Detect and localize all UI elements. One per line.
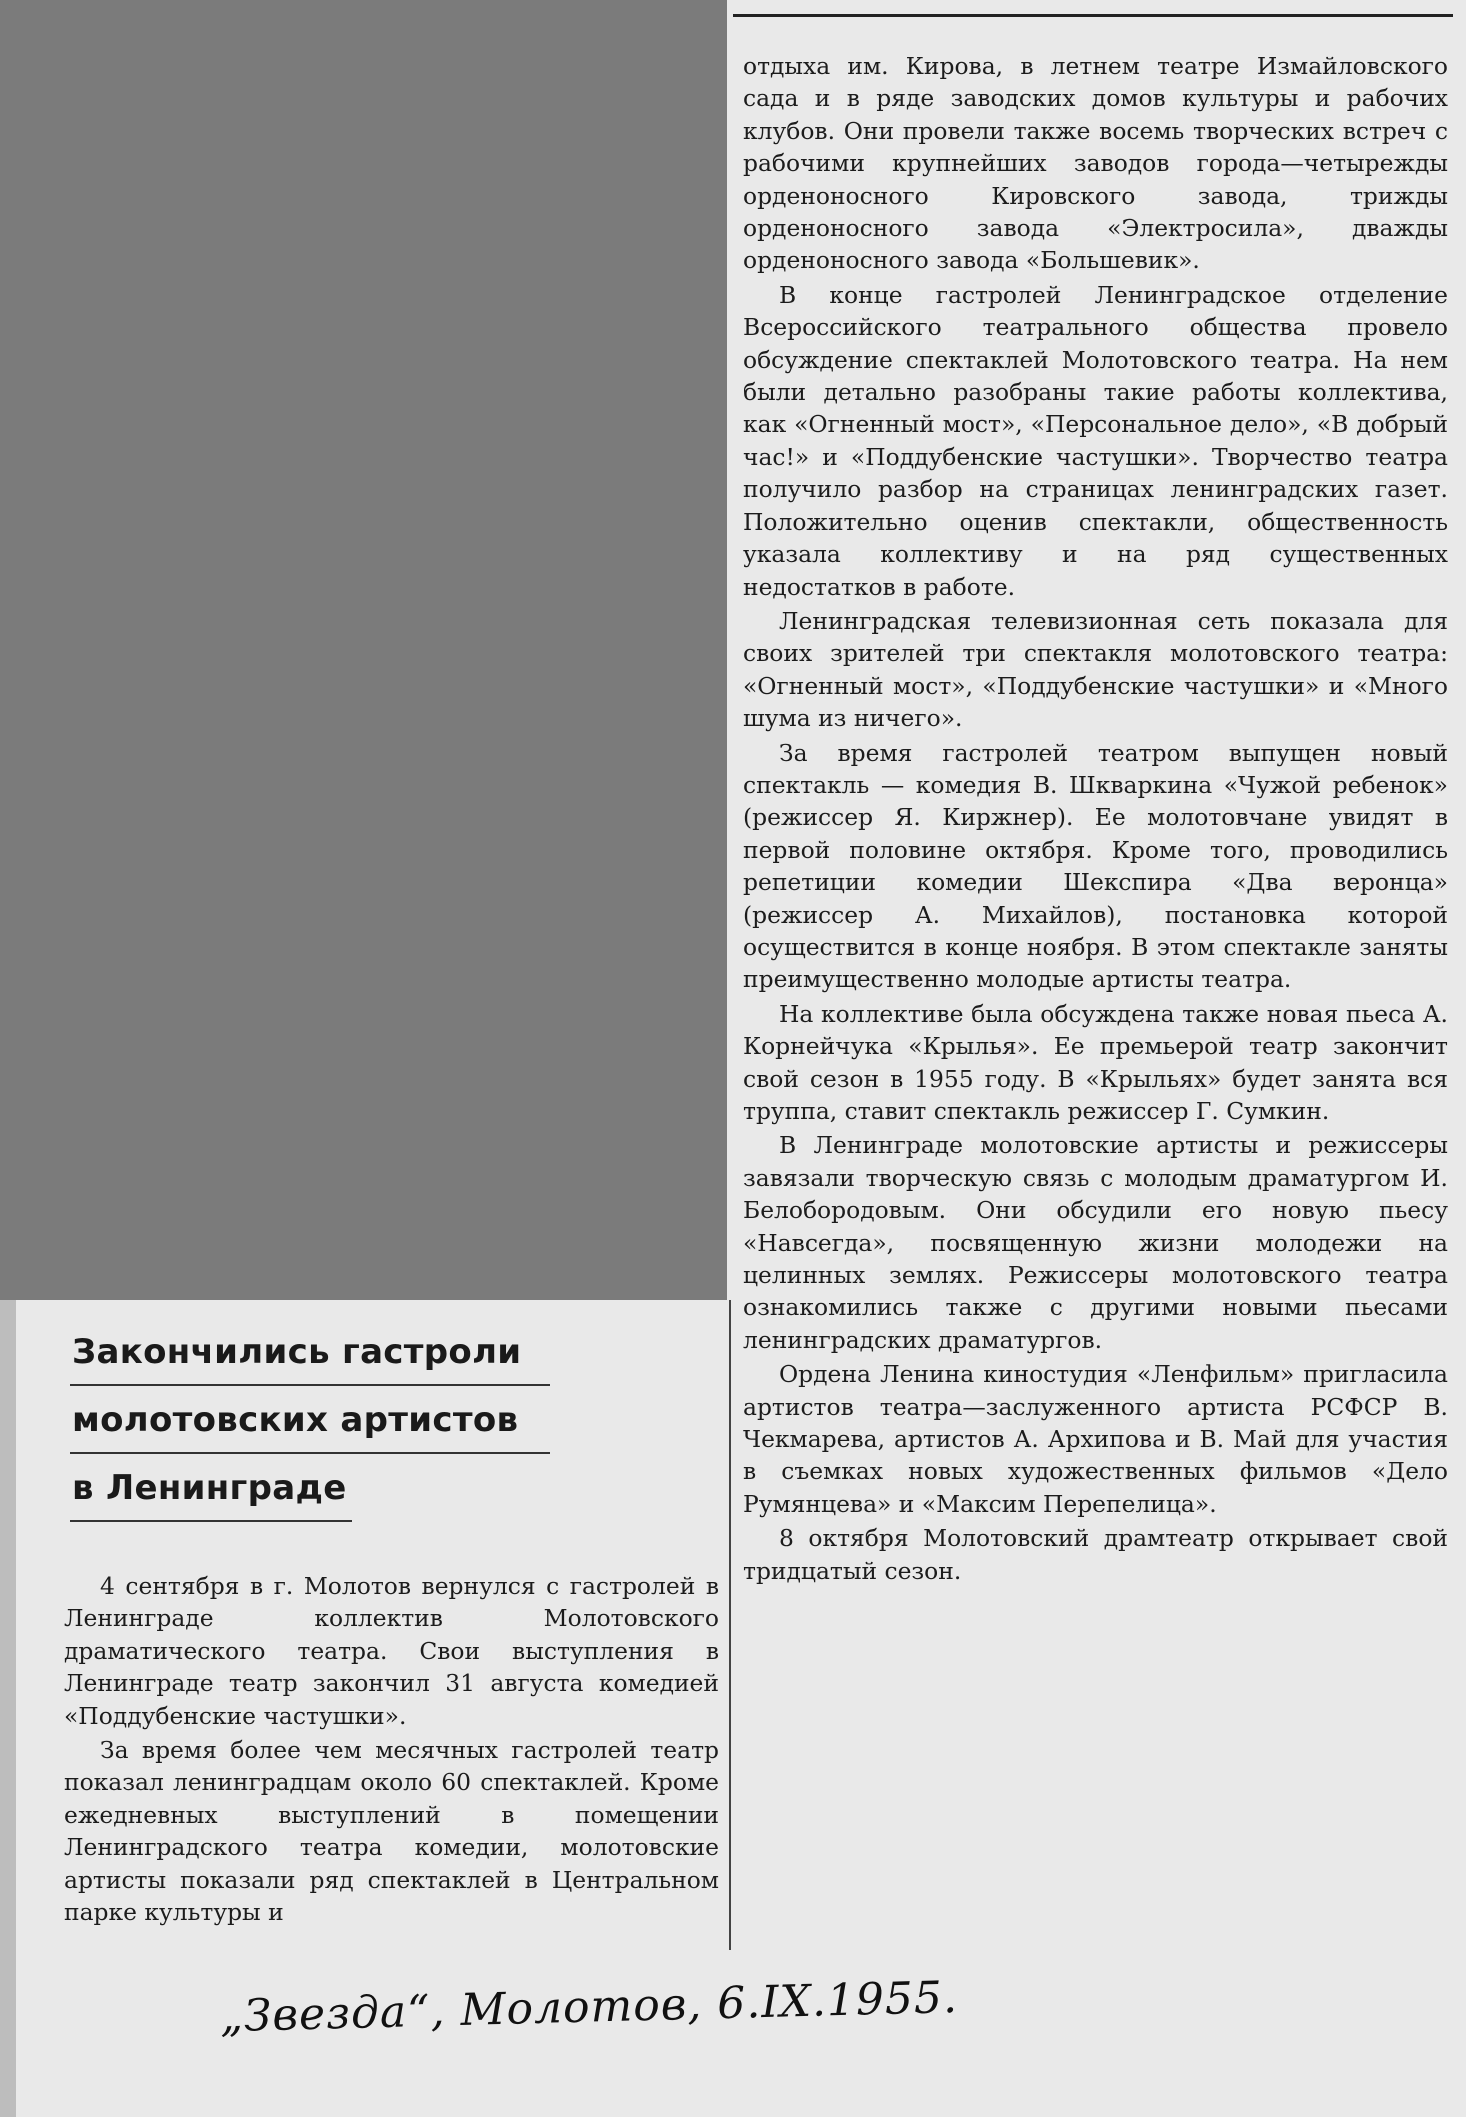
headline-line-3: в Ленинграде	[70, 1454, 352, 1522]
left-text-column	[64, 1570, 719, 1930]
right-text-column	[743, 50, 1448, 1589]
article-headline	[70, 1318, 550, 1522]
paragraph: За время более чем месячных гастролей театр показал ленинградцам около 60 спектаклей. Кроме ежедневных выступлений в помещении Ленинградского театра комедии, молотовские артисты показали ряд спектаклей в Центральном парке культуры и	[64, 1736, 719, 1927]
paragraph: отдыха им. Кирова, в летнем театре Измайловского сада и в ряде заводских домов культуры и рабочих клубов. Они провели также восемь творческих встреч с рабочими крупнейших заводов города—четырежды орденоносного Кировского завода, трижды орденоносного завода «Электросила», дважды орденоносного завода «Большевик».	[743, 52, 1448, 275]
paragraph: Ленинградская телевизионная сеть показала для своих зрителей три спектакля молотовского театра: «Огненный мост», «Поддубенские частушки» и «Много шума из ничего».	[743, 606, 1448, 733]
paragraph: 4 сентября в г. Молотов вернулся с гастролей в Ленинграде коллектив Молотовского драматического театра. Свои выступления в Ленинграде театр закончил 31 августа комедией «Поддубенские частушки».	[64, 1572, 719, 1730]
paragraph: На коллективе была обсуждена также новая пьеса А. Корнейчука «Крылья». Ее премьерой театр закончит свой сезон в 1955 году. В «Крыльях» будет занята вся труппа, ставит спектакль режиссер Г. Сумкин.	[743, 999, 1448, 1125]
paragraph: 8 октября Молотовский драмтеатр открывает свой тридцатый сезон.	[743, 1524, 1448, 1585]
paragraph: За время гастролей театром выпущен новый спектакль — комедия В. Шкваркина «Чужой ребенок» (режиссер Я. Киржнер). Ее молотовчане увидят в первой половине октября. Кроме того, проводились репетиции комедии Шекспира «Два веронца» (режиссер А. Михайлов), постановка которой осуществится в конце ноября. В этом спектакле заняты преимущественно молодые артисты театра.	[743, 738, 1448, 994]
headline-line-1: Закончились гастроли	[70, 1318, 550, 1386]
paragraph: В конце гастролей Ленинградское отделение Всероссийского театрального общества провело обсуждение спектаклей Молотовского театра. На нем были детально разобраны такие работы коллектива, как «Огненный мост», «Персональное дело», «В добрый час!» и «Поддубенские частушки». Творчество театра получило разбор на страницах ленинградских газет. Положительно оценив спектакли, общественность указала коллективу и на ряд существенных недостатков в работе.	[743, 280, 1448, 601]
backing-paper	[0, 0, 727, 1300]
top-rule	[733, 14, 1453, 17]
handwritten-source-note: „Звезда“, Молотов, 6.IX.1955.	[219, 1971, 959, 2043]
headline-line-2: молотовских артистов	[70, 1386, 550, 1454]
paragraph: Ордена Ленина киностудия «Ленфильм» пригласила артистов театра—заслуженного артиста РСФСР В. Чекмарева, артистов А. Архипова и В. Май для участия в съемках новых художественных фильмов «Дело Румянцева» и «Максим Перепелица».	[743, 1360, 1448, 1518]
column-rule	[729, 1300, 731, 1950]
paragraph: В Ленинграде молотовские артисты и режиссеры завязали творческую связь с молодым драматургом И. Белобородовым. Они обсудили его новую пьесу «Навсегда», посвященную жизни молодежи на целинных землях. Режиссеры молотовского театра ознакомились также с другими новыми пьесами ленинградских драматургов.	[743, 1131, 1448, 1354]
